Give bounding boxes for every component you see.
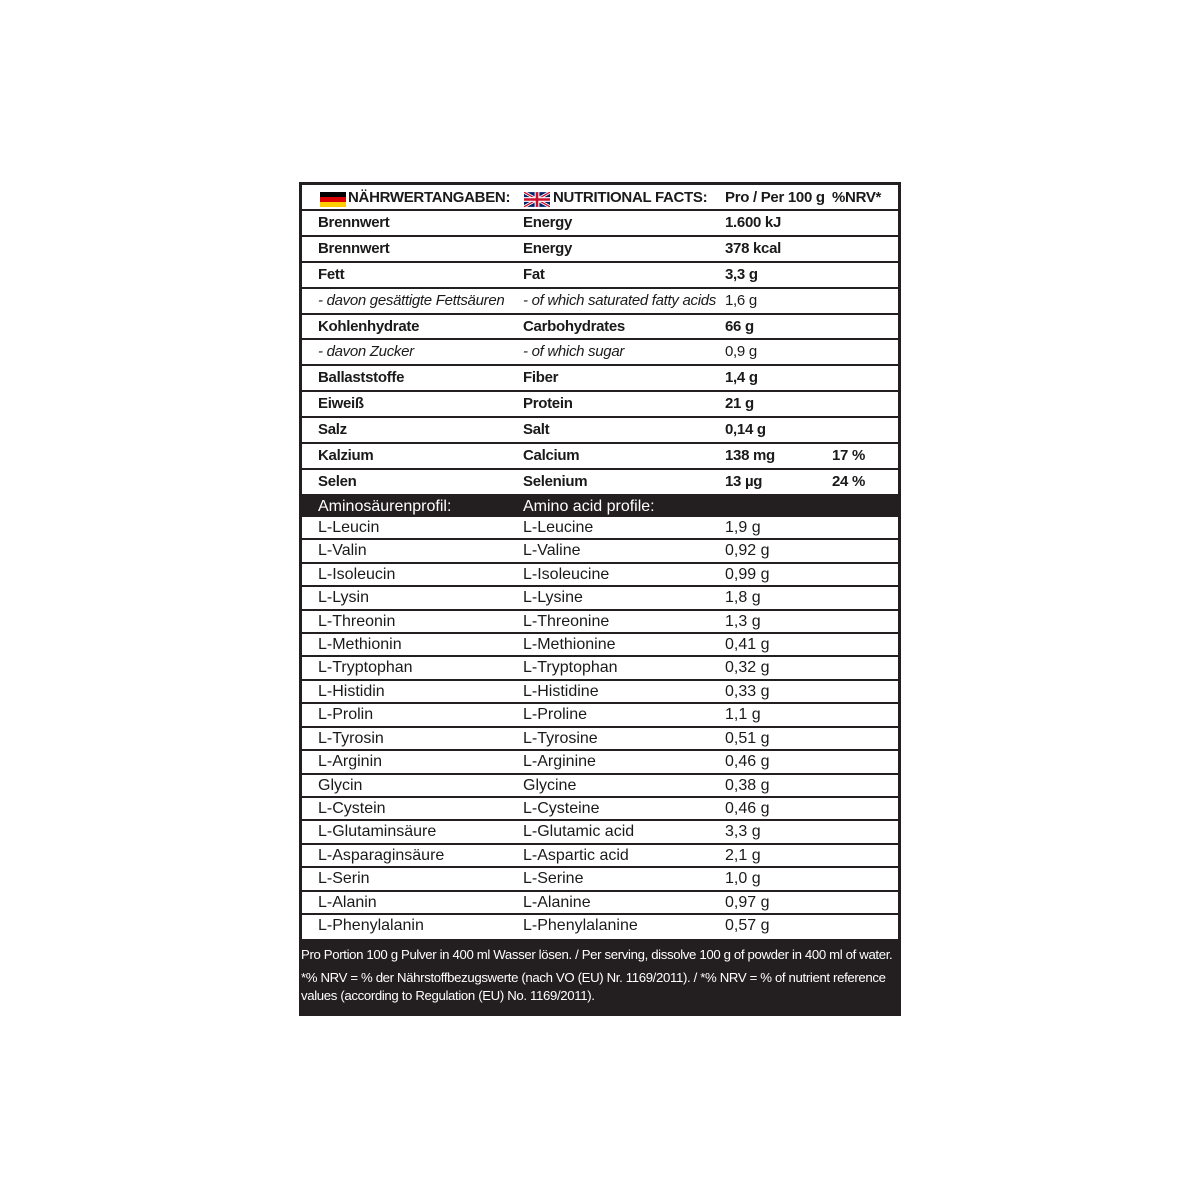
nutrient-name-de: Selen (318, 472, 357, 490)
amino-value: 0,46 g (725, 800, 770, 818)
nutrient-name-de: Kohlenhydrate (318, 317, 420, 335)
amino-name-de: L-Alanin (318, 893, 377, 911)
nutrient-name-de: - davon Zucker (318, 343, 414, 361)
amino-name-de: L-Prolin (318, 706, 374, 724)
amino-name-en: L-Serine (523, 870, 584, 888)
amino-value: 0,97 g (725, 893, 770, 911)
nutrient-name-de: Ballaststoffe (318, 369, 405, 387)
table-row (302, 915, 898, 938)
amino-name-de: L-Serin (318, 870, 370, 888)
amino-value: 0,57 g (725, 917, 770, 935)
nutrient-name-en: Energy (523, 214, 573, 231)
amino-name-de: L-Histidin (318, 682, 385, 700)
nutrient-name-en: Protein (523, 395, 573, 413)
amino-name-de: L-Valin (318, 542, 367, 560)
amino-name-de: L-Tyrosin (318, 729, 384, 747)
table-row (302, 340, 898, 366)
germany-flag-icon (320, 192, 346, 207)
amino-value: 2,1 g (725, 846, 761, 864)
table-row (302, 657, 898, 680)
nutrient-name-en: Calcium (523, 447, 580, 465)
amino-name-en: L-Aspartic acid (523, 846, 629, 864)
amino-profile-header (302, 496, 898, 517)
amino-value: 3,3 g (725, 823, 761, 841)
nutrient-nrv: 24 % (832, 472, 865, 490)
amino-value: 0,41 g (725, 635, 770, 653)
nutrient-rows (302, 211, 898, 496)
amino-name-de: L-Tryptophan (318, 659, 413, 677)
nutrient-name-en: Salt (523, 421, 550, 439)
amino-name-en: L-Tryptophan (523, 659, 618, 677)
table-row (302, 366, 898, 392)
amino-name-en: L-Isoleucine (523, 565, 610, 583)
header-per-100g: Pro / Per 100 g (725, 189, 825, 206)
nutrient-name-en: - of which saturated fatty acids (523, 291, 716, 309)
nutrient-value: 138 mg (725, 447, 775, 465)
nutrient-value: 3,3 g (725, 265, 758, 283)
table-row (302, 868, 898, 891)
amino-name-de: L-Arginin (318, 753, 383, 771)
amino-name-en: L-Lysine (523, 589, 583, 607)
nutrient-value: 378 kcal (725, 239, 781, 257)
table-row (302, 611, 898, 634)
table-row (302, 315, 898, 341)
nutrient-name-en: Energy (523, 239, 573, 257)
table-row (302, 751, 898, 774)
nutrient-name-en: Fat (523, 265, 545, 283)
amino-name-en: L-Valine (523, 542, 581, 560)
table-row (302, 289, 898, 315)
nutrition-table (302, 185, 898, 939)
amino-value: 1,0 g (725, 870, 761, 888)
amino-name-en: L-Proline (523, 706, 588, 724)
nutrient-name-en: Selenium (523, 472, 588, 490)
amino-value: 0,38 g (725, 776, 770, 794)
nutrient-name-de: Brennwert (318, 239, 390, 257)
amino-name-en: L-Histidine (523, 682, 599, 700)
nutrient-value: 21 g (725, 395, 754, 413)
header-de-title: NÄHRWERTANGABEN: (348, 189, 511, 206)
table-row (302, 444, 898, 470)
nutrient-value: 1,6 g (725, 291, 757, 309)
table-row (302, 845, 898, 868)
header-en-title: NUTRITIONAL FACTS: (553, 189, 708, 206)
amino-value: 0,51 g (725, 729, 770, 747)
table-row (302, 211, 898, 237)
amino-name-de: L-Glutaminsäure (318, 823, 437, 841)
amino-name-de: L-Threonin (318, 612, 396, 630)
nutrient-name-de: Salz (318, 421, 347, 439)
amino-value: 0,99 g (725, 565, 770, 583)
nutrient-name-de: Eiweiß (318, 395, 364, 413)
amino-name-de: L-Phenylalanin (318, 917, 424, 935)
amino-name-de: Glycin (318, 776, 363, 794)
amino-name-en: L-Glutamic acid (523, 823, 635, 841)
amino-value: 1,9 g (725, 518, 761, 536)
nutrient-name-en: Carbohydrates (523, 317, 625, 335)
nutrient-name-de: Kalzium (318, 447, 374, 465)
table-row (302, 564, 898, 587)
table-row (302, 470, 898, 496)
table-row (302, 540, 898, 563)
amino-value: 1,8 g (725, 589, 761, 607)
amino-name-en: L-Alanine (523, 893, 591, 911)
table-row (302, 821, 898, 844)
table-row (302, 681, 898, 704)
footer-notes (301, 946, 899, 1005)
nutrient-name-de: - davon gesättigte Fettsäuren (318, 291, 505, 309)
table-row (302, 392, 898, 418)
nutrient-name-en: - of which sugar (523, 343, 625, 361)
table-header (302, 185, 898, 211)
amino-value: 1,3 g (725, 612, 761, 630)
amino-name-en: L-Methionine (523, 635, 616, 653)
table-row (302, 263, 898, 289)
table-row (302, 587, 898, 610)
amino-header-de: Aminosäurenprofil: (318, 497, 452, 515)
amino-name-en: Glycine (523, 776, 577, 794)
amino-rows (302, 517, 898, 939)
header-nrv: %NRV* (832, 189, 882, 206)
amino-value: 0,32 g (725, 659, 770, 677)
nutrient-nrv: 17 % (832, 447, 865, 465)
table-row (302, 237, 898, 263)
amino-name-de: L-Leucin (318, 518, 380, 536)
amino-name-de: L-Asparaginsäure (318, 846, 445, 864)
amino-name-de: L-Isoleucin (318, 565, 396, 583)
amino-name-en: L-Cysteine (523, 800, 600, 818)
nrv-note: *% NRV = % der Nährstoffbezugswerte (nach VO (EU) Nr. 1169/2011). / *% NRV = % of nutrient reference values (according to Regulation (EU) No. 1169/2011). (301, 970, 886, 1003)
amino-name-en: L-Arginine (523, 753, 596, 771)
amino-name-en: L-Threonine (523, 612, 610, 630)
table-row (302, 798, 898, 821)
amino-name-de: L-Cystein (318, 800, 386, 818)
table-row (302, 775, 898, 798)
nutrient-value: 0,14 g (725, 421, 766, 439)
nutrient-name-en: Fiber (523, 369, 559, 387)
nutrition-facts-panel (299, 182, 901, 1016)
nutrient-value: 1,4 g (725, 369, 758, 387)
table-row (302, 892, 898, 915)
amino-name-en: L-Phenylalanine (523, 917, 638, 935)
nutrient-value: 66 g (725, 317, 754, 335)
table-row (302, 728, 898, 751)
serving-note: Pro Portion 100 g Pulver in 400 ml Wasser lösen. / Per serving, dissolve 100 g of powder in 400 ml of water. (301, 947, 893, 962)
amino-name-de: L-Lysin (318, 589, 369, 607)
table-row (302, 634, 898, 657)
nutrient-value: 0,9 g (725, 343, 757, 361)
amino-header-en: Amino acid profile: (523, 497, 655, 515)
nutrient-name-de: Fett (318, 265, 345, 283)
nutrient-value: 13 µg (725, 472, 763, 490)
amino-name-en: L-Tyrosine (523, 729, 598, 747)
amino-value: 1,1 g (725, 706, 761, 724)
amino-value: 0,33 g (725, 682, 770, 700)
amino-value: 0,92 g (725, 542, 770, 560)
table-row (302, 418, 898, 444)
nutrient-value: 1.600 kJ (725, 214, 781, 231)
table-row (302, 704, 898, 727)
table-row (302, 517, 898, 540)
uk-flag-icon (524, 192, 550, 207)
amino-name-en: L-Leucine (523, 518, 594, 536)
amino-value: 0,46 g (725, 753, 770, 771)
nutrient-name-de: Brennwert (318, 214, 390, 231)
amino-name-de: L-Methionin (318, 635, 402, 653)
